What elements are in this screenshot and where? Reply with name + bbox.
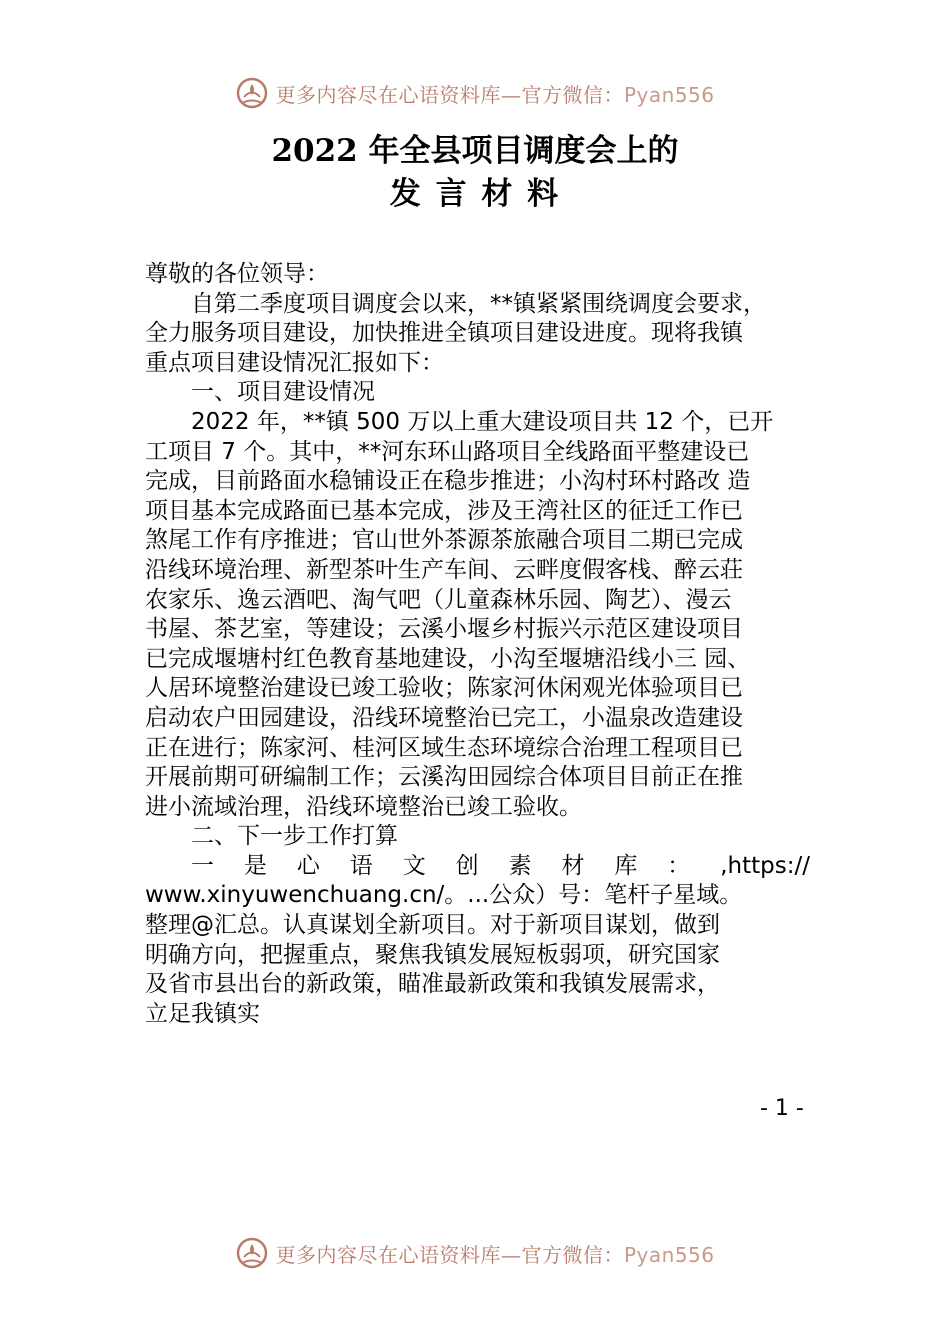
section1-line: 人居环境整治建设已竣工验收；陈家河休闲观光体验项目已 [145,675,743,702]
footer-banner-wechat-id: Pyan556 [623,1242,715,1267]
document-title-line2: 发 言 材 料 [389,176,561,212]
salutation: 尊敬的各位领导： [145,261,329,287]
footer-banner [0,1233,950,1273]
section1-line: 开展前期可研编制工作；云溪沟田园综合体项目目前正在推 [145,764,743,791]
spaced-char: 是 [243,852,267,879]
spaced-char: 语 [349,852,373,879]
section1-line: 完成，目前路面水稳铺设正在稳步推进；小沟村环村路改 造 [145,468,751,495]
intro-line: 自第二季度项目调度会以来，**镇紧紧围绕调度会要求， [191,290,766,317]
header-banner-text [275,79,714,108]
section2-line: 整理@汇总。认真谋划全新项目。对于新项目谋划，做到 [145,912,720,939]
spaced-char: 材 [561,852,585,879]
section2-spaced-line [145,852,810,882]
section1-line: 煞尾工作有序推进；官山世外茶源茶旅融合项目二期已完成 [145,527,743,554]
section2-line: 立足我镇实 [145,1000,260,1027]
header-banner-wechat-id: Pyan556 [623,82,715,107]
spaced-char: 库 [614,852,638,879]
book-flower-logo-icon [235,1236,269,1270]
footer-banner-text [275,1239,714,1268]
section1-heading: 一、项目建设情况 [191,379,375,406]
spaced-url-fragment: ,https:// [720,852,810,879]
section1-line: 2022 年，**镇 500 万以上重大建设项目共 12 个，已开 [191,408,774,435]
spaced-char: 一 [191,852,214,879]
section2-heading: 二、下一步工作打算 [191,823,398,850]
intro-line: 重点项目建设情况汇报如下： [145,349,444,376]
section1-line: 工项目 7 个。其中，**河东环山路项目全线路面平整建设已 [145,438,750,465]
section1-line: 进小流域治理，沿线环境整治已竣工验收。 [145,793,582,820]
spaced-char: 创 [455,852,479,879]
footer-banner-cn: 更多内容尽在心语资料库—官方微信： [275,1242,624,1267]
document-title-line1: 2022 年全县项目调度会上的 [271,133,679,169]
section2-line: 及省市县出台的新政策，瞄准最新政策和我镇发展需求， [145,971,720,998]
section2-line: www.xinyuwenchuang.cn/。...公众）号：笔杆子星域。 [145,882,743,909]
document-body [145,260,810,1029]
section1-line: 书屋、茶艺室，等建设；云溪小堰乡村振兴示范区建设项目 [145,616,743,643]
section1-line: 正在进行；陈家河、桂河区域生态环境综合治理工程项目已 [145,734,743,761]
page-number: - 1 - [760,1096,804,1121]
spaced-char: 心 [296,852,320,879]
section1-line: 启动农户田园建设，沿线环境整治已完工，小温泉改造建设 [145,704,743,731]
header-banner-cn: 更多内容尽在心语资料库—官方微信： [275,82,624,107]
section2-line: 明确方向，把握重点，聚焦我镇发展短板弱项，研究国家 [145,941,720,968]
spaced-char: 素 [508,852,532,879]
section1-line: 农家乐、逸云酒吧、淘气吧（儿童森林乐园、陶艺）、漫云 [145,586,732,613]
section1-line: 已完成堰塘村红色教育基地建设，小沟至堰塘沿线小三 园、 [145,645,751,672]
spaced-char: ： [667,852,691,879]
intro-line: 全力服务项目建设，加快推进全镇项目建设进度。现将我镇 [145,320,743,347]
header-banner [0,73,950,113]
section1-line: 项目基本完成路面已基本完成，涉及王湾社区的征迁工作已 [145,497,743,524]
book-flower-logo-icon [235,76,269,110]
spaced-char: 文 [402,852,426,879]
section1-line: 沿线环境治理、新型茶叶生产车间、云畔度假客栈、醉云荘 [145,556,743,583]
